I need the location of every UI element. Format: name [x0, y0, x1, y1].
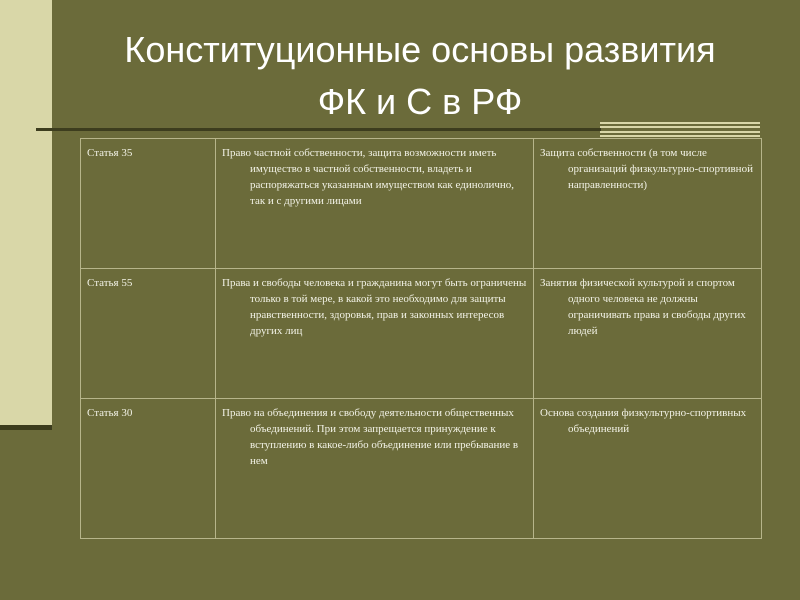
table-row [81, 139, 762, 269]
article-cell: Статья 55 [81, 269, 216, 399]
law-text: Права и свободы человека и гражданина могут быть ограничены только в той мере, в какой это необходимо для защиты нравственности, здоровья, прав и законных интересов других лиц [222, 277, 527, 337]
slide-title [60, 24, 780, 128]
table-row [81, 399, 762, 539]
constitution-table [80, 138, 762, 539]
decorative-left-bar-shadow [0, 425, 52, 430]
decorative-left-bar [0, 0, 52, 425]
article-cell: Статья 30 [81, 399, 216, 539]
meaning-text: Занятия физической культурой и спортом одного человека не должны ограничивать права и свободы других людей [540, 277, 746, 337]
law-text-cell [216, 139, 534, 269]
table-row [81, 269, 762, 399]
meaning-text: Защита собственности (в том числе организаций физкультурно-спортивной направленности) [540, 147, 753, 191]
law-text-cell [216, 269, 534, 399]
meaning-cell [534, 399, 762, 539]
meaning-text: Основа создания физкультурно-спортивных объединений [540, 407, 747, 435]
slide-title-line-2: ФК и С в РФ [317, 81, 523, 122]
title-divider [36, 128, 601, 131]
article-cell: Статья 35 [81, 139, 216, 269]
meaning-cell [534, 139, 762, 269]
meaning-cell [534, 269, 762, 399]
law-text: Право частной собственности, защита возможности иметь имущество в частной собственности, владеть и распоряжаться указанным имуществом как единолично, так и с другими лицами [222, 147, 515, 207]
law-text: Право на объединения и свободу деятельности общественных объединений. При этом запрещается принуждение к вступлению в какое-либо объединение или пребывание в нем [222, 407, 519, 467]
slide-title-line-1: Конституционные основы развития [124, 29, 716, 70]
law-text-cell [216, 399, 534, 539]
decorative-stripes [600, 122, 760, 137]
